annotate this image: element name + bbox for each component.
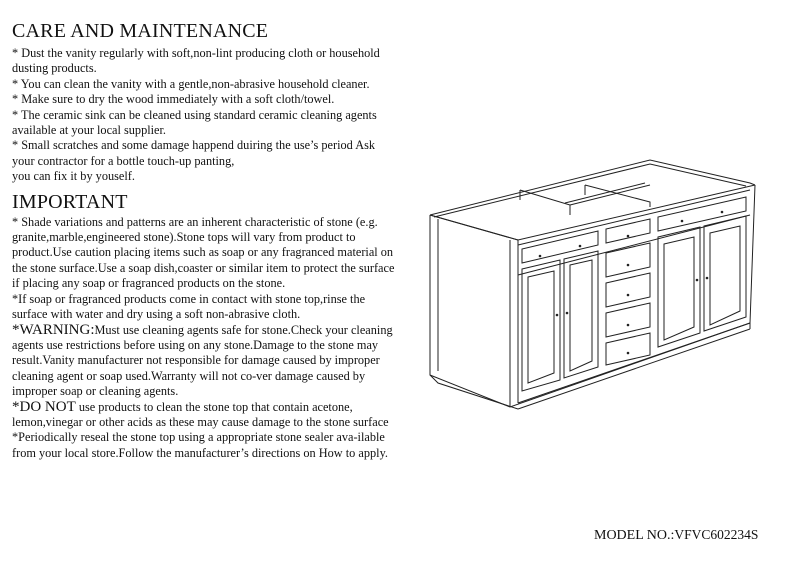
donot-label: *DO NOT — [12, 398, 76, 415]
care-title: CARE AND MAINTENANCE — [12, 20, 269, 42]
care-item-dry: * Make sure to dry the wood immediately with a soft cloth/towel. — [12, 92, 335, 107]
care-item-sink: * The ceramic sink can be cleaned using standard ceramic cleaning agents available at your local supplier. — [12, 107, 377, 138]
warning-label: *WARNING: — [12, 321, 95, 338]
model-value: VFVC602234S — [674, 527, 759, 542]
warning-text: Must use cleaning agents safe for stone.Check your cleaning agents use restrictions before using on any stone.Damage to the stone may result.Vanity manufacturer not responsible for damage caused by improper cleaning agent or soap used.Warranty will not co-ver damage caused by improper soap or cleaning agents. — [12, 322, 393, 399]
care-item-dust: * Dust the vanity regularly with soft,non-lint producing cloth or household dusting products. — [12, 46, 380, 76]
important-donot — [12, 400, 397, 431]
donot-text: use products to clean the stone top that contain acetone, lemon,vinegar or other acids as these may cause damage to the stone surface — [12, 399, 389, 429]
model-number — [594, 527, 758, 544]
care-item-clean: * You can clean the vanity with a gentle,non-abrasive household cleaner. — [12, 76, 370, 91]
care-item-scratches: * Small scratches and some damage happend duiring the use’s period Ask your contractor for a bottle touch-up panting, — [12, 138, 376, 168]
vanity-cabinet-illustration — [420, 145, 800, 425]
important-reseal: *Periodically reseal the stone top using a appropriate stone sealer ava-ilable from your local store.Follow the manufacturer’s directions on How to apply. — [12, 430, 388, 460]
model-label: MODEL NO.: — [594, 528, 675, 543]
care-item-fix: you can fix it by youself. — [12, 169, 135, 184]
important-title: IMPORTANT — [12, 190, 128, 213]
text-column — [12, 20, 397, 461]
important-item-rinse: *If soap or fragranced products come in contact with stone top,rinse the surface with water and dry using a soft non-abrasive cloth. — [12, 291, 366, 322]
important-warning — [12, 323, 397, 400]
important-item-shade: * Shade variations and patterns are an inherent characteristic of stone (e.g. granite,marble,engineered stone).Stone tops will vary from product to product.Use caution placing items such as soap or any fragranced material on the stone surface.Use a soap dish,coaster or similar item to protect the surface if placing any soap or fragranced products on the stone. — [12, 214, 395, 291]
